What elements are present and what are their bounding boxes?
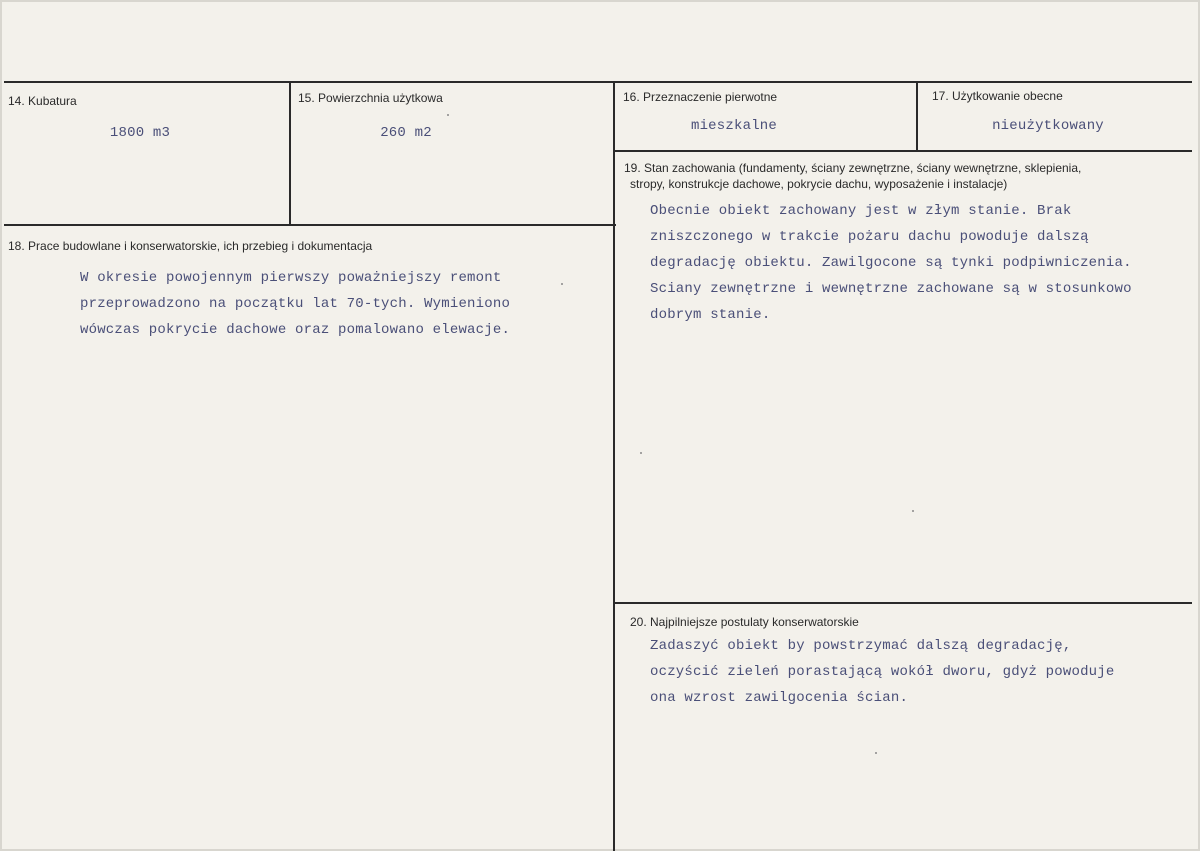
divider-14-15 xyxy=(289,81,291,226)
field-19-line: Sciany zewnętrzne i wewnętrzne zachowane są w stosunkowo xyxy=(650,281,1132,297)
rule-under-16-17 xyxy=(614,150,1192,152)
field-20-text xyxy=(650,633,1180,711)
field-18-line: przeprowadzono na początku lat 70-tych. Wymieniono xyxy=(80,296,511,312)
field-18-text xyxy=(80,265,605,343)
field-20-line: ona wzrost zawilgocenia ścian. xyxy=(650,690,909,706)
field-19-line: Obecnie obiekt zachowany jest w złym stanie. Brak xyxy=(650,203,1072,219)
divider-16-17 xyxy=(916,81,918,152)
field-14-value: 1800 m3 xyxy=(109,125,171,141)
paper-speck xyxy=(447,114,449,116)
field-18-line: W okresie powojennym pierwszy poważniejszy remont xyxy=(80,270,502,286)
field-19-text xyxy=(650,198,1190,328)
field-16-value: mieszkalne xyxy=(690,118,777,134)
field-18-line: wówczas pokrycie dachowe oraz pomalowano elewacje. xyxy=(80,322,511,338)
field-16-label: 16. Przeznaczenie pierwotne xyxy=(623,90,778,104)
field-20-line: oczyścić zieleń porastającą wokół dworu, gdyż powoduje xyxy=(650,664,1115,680)
field-17-label: 17. Użytkowanie obecne xyxy=(932,89,1063,103)
field-19-line: zniszczonego w trakcie pożaru dachu powoduje dalszą xyxy=(650,229,1089,245)
field-14-label: 14. Kubatura xyxy=(8,94,77,108)
field-15-value: 260 m2 xyxy=(380,125,432,141)
divider-main xyxy=(613,81,615,851)
field-19-label-line1: 19. Stan zachowania (fundamenty, ściany zewnętrzne, ściany wewnętrzne, sklepienia, xyxy=(624,161,1082,175)
field-19-line: dobrym stanie. xyxy=(650,307,771,323)
field-18-label: 18. Prace budowlane i konserwatorskie, ich przebieg i dokumentacja xyxy=(8,239,373,253)
field-19-line: degradację obiektu. Zawilgocone są tynki podpiwniczenia. xyxy=(650,255,1132,271)
rule-above-20 xyxy=(614,602,1192,604)
paper-speck xyxy=(875,752,877,754)
field-20-label: 20. Najpilniejsze postulaty konserwatorskie xyxy=(630,615,859,629)
top-rule xyxy=(4,81,1192,83)
paper-speck xyxy=(561,283,563,285)
field-19-label-line2: stropy, konstrukcje dachowe, pokrycie dachu, wyposażenie i instalacje) xyxy=(630,177,1008,191)
field-20-line: Zadaszyć obiekt by powstrzymać dalszą degradację, xyxy=(650,638,1072,654)
rule-under-14-15 xyxy=(4,224,616,226)
paper-speck xyxy=(912,510,914,512)
field-15-label: 15. Powierzchnia użytkowa xyxy=(298,91,443,105)
field-17-value: nieużytkowany xyxy=(992,118,1104,134)
paper-speck xyxy=(640,452,642,454)
